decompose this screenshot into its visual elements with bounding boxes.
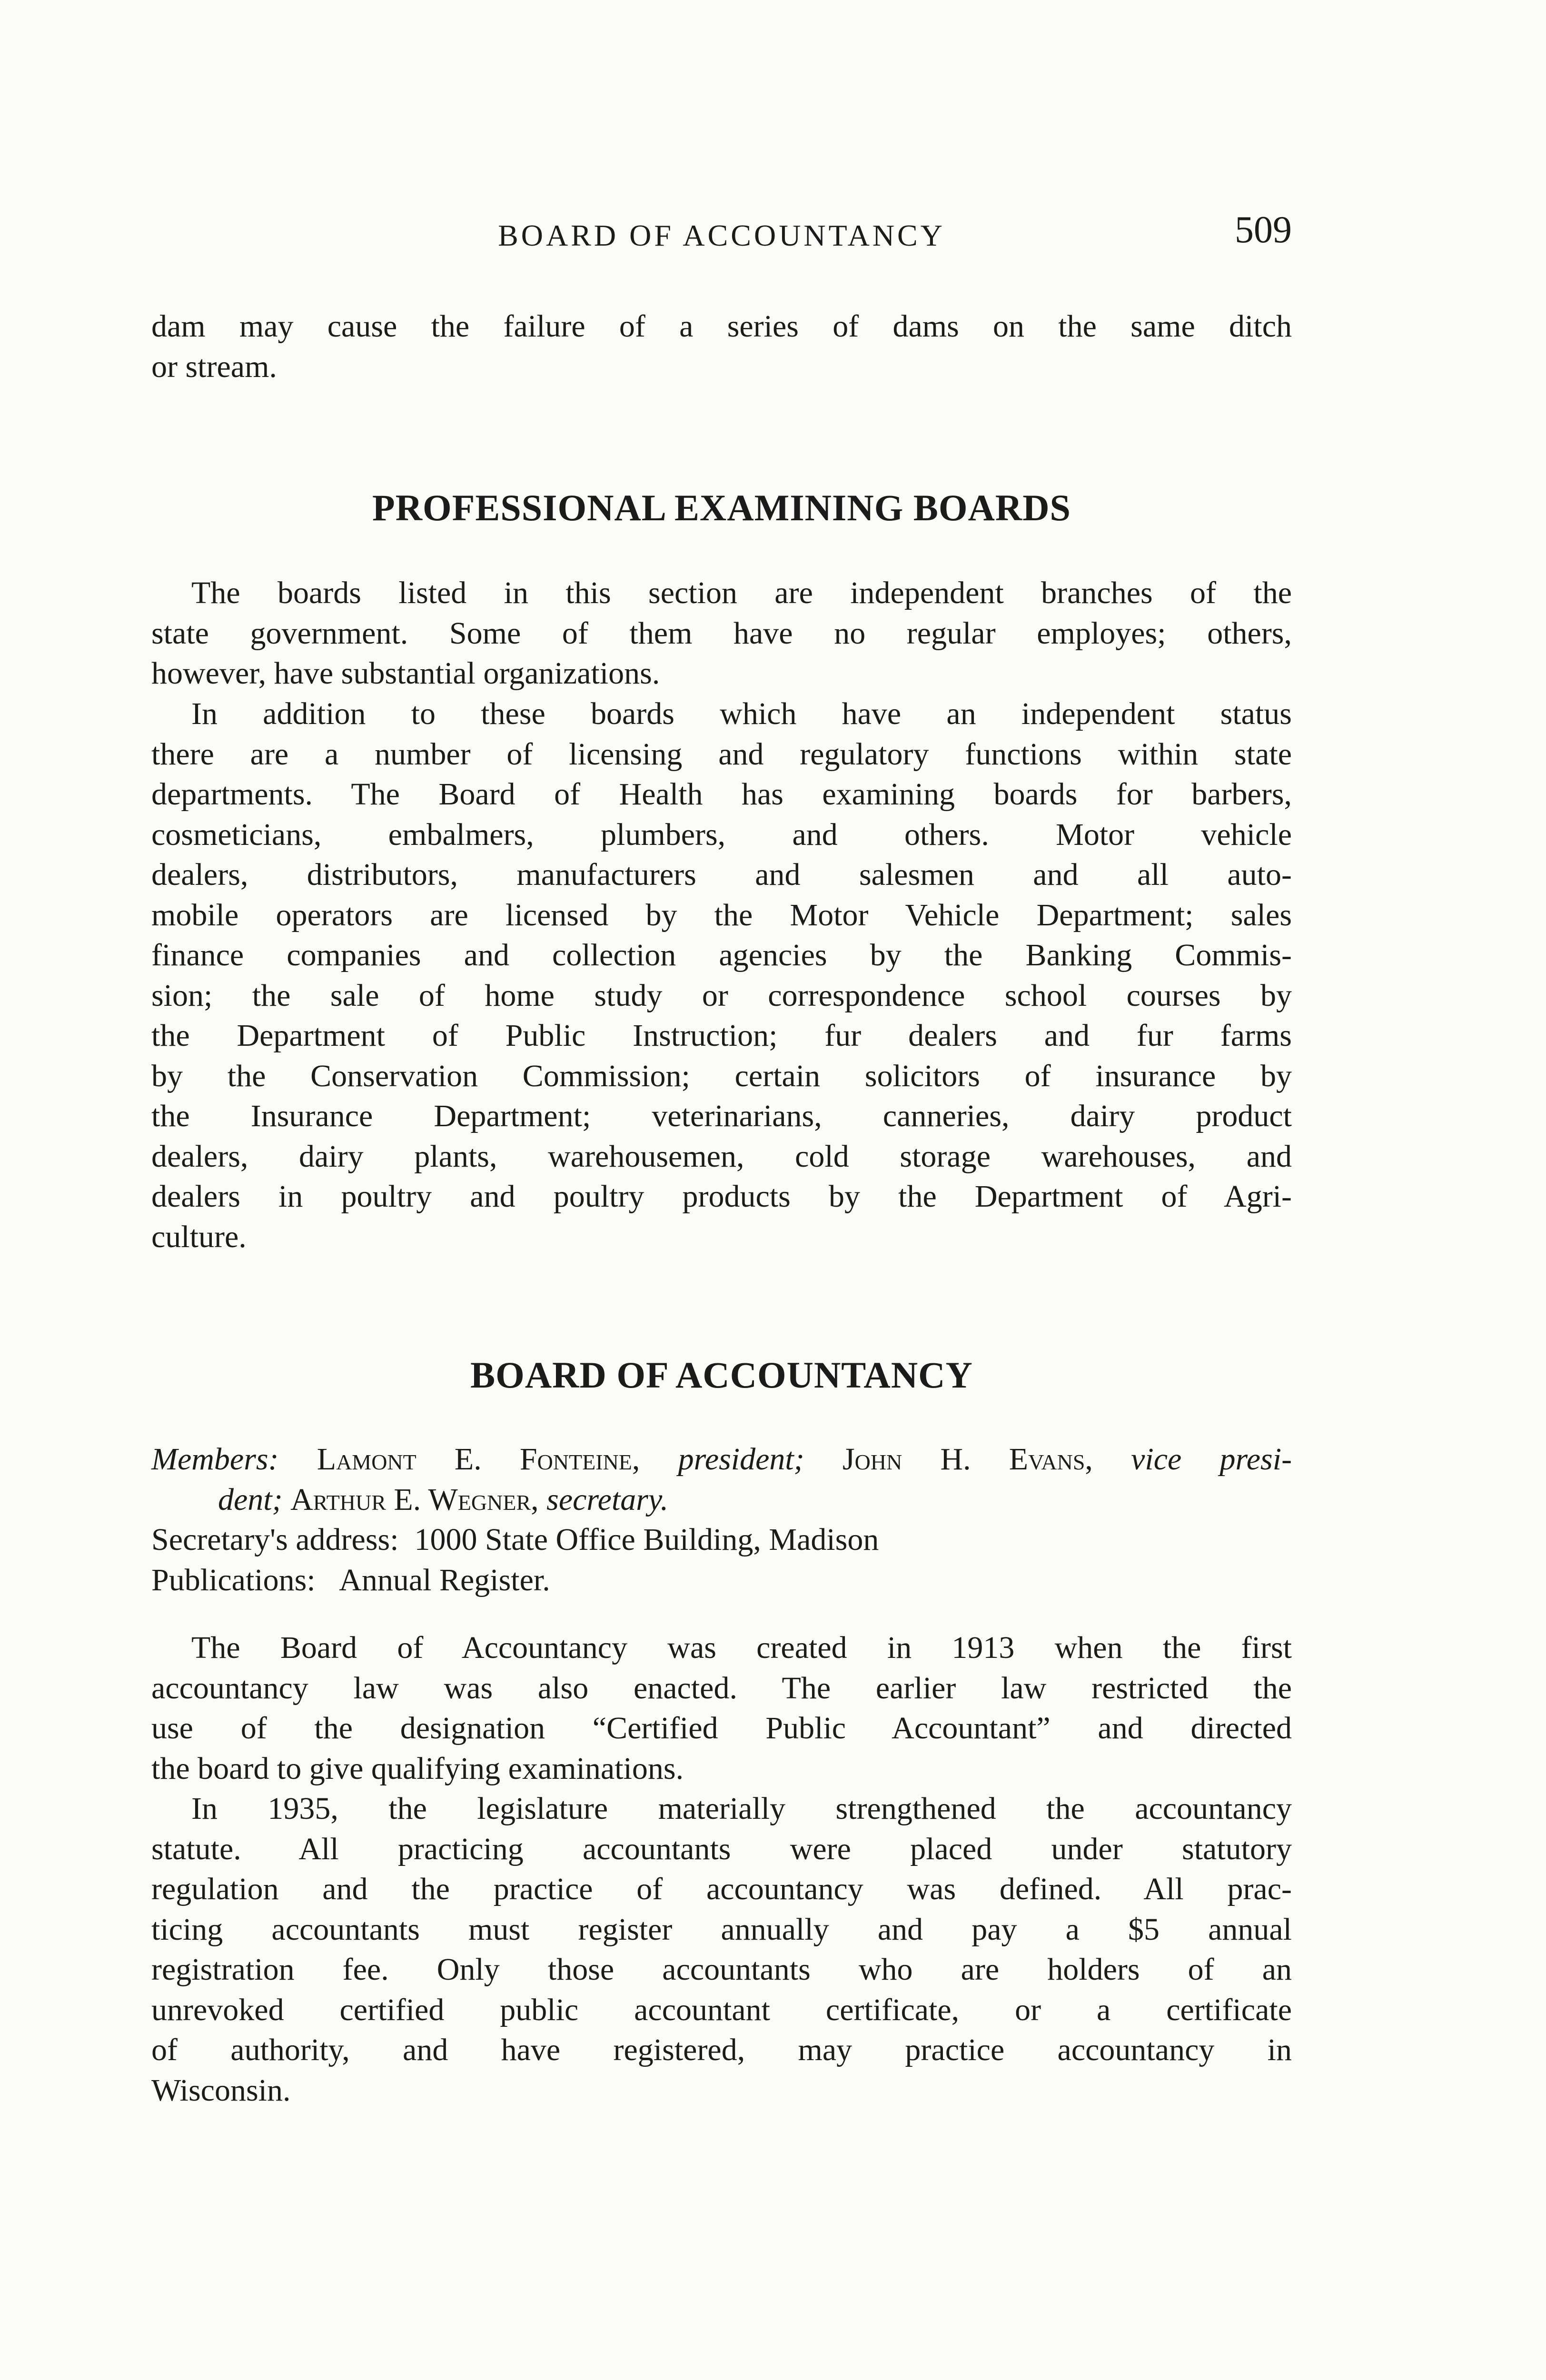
text-line: In addition to these boards which have an independent status: [191, 696, 1292, 731]
publications-value: Annual Register.: [339, 1562, 550, 1597]
text-line: departments. The Board of Health has examining boards for barbers,: [151, 777, 1292, 812]
professional-boards-paragraph-1: [151, 573, 1292, 694]
secretary-address-line: [151, 1520, 1292, 1560]
text-line: however, have substantial organizations.: [151, 656, 660, 691]
text-line: statute. All practicing accountants were placed under statutory: [151, 1831, 1292, 1866]
publications-line: [151, 1560, 1292, 1601]
text-line: dealers, distributors, manufacturers and salesmen and all auto-: [151, 857, 1292, 892]
section-heading-professional-boards: PROFESSIONAL EXAMINING BOARDS: [372, 487, 1071, 528]
text-line: dam may cause the failure of a series of dams on the same ditch: [151, 309, 1292, 344]
publications-label: Publications:: [151, 1562, 316, 1597]
text-line: unrevoked certified public accountant certificate, or a certificate: [151, 1992, 1292, 2027]
members-line-continued: [151, 1480, 1292, 1520]
member-name: Arthur E. Wegner,: [290, 1482, 539, 1517]
professional-boards-paragraph-2: [151, 694, 1292, 1257]
members-label: Members:: [151, 1442, 279, 1477]
text-line: cosmeticians, embalmers, plumbers, and others. Motor vehicle: [151, 817, 1292, 852]
text-line: accountancy law was also enacted. The earlier law restricted the: [151, 1670, 1292, 1706]
member-name: John H. Evans,: [842, 1442, 1093, 1477]
text-line: In 1935, the legislature materially strengthened the accountancy: [191, 1791, 1292, 1826]
text-line: state government. Some of them have no regular employes; others,: [151, 615, 1292, 651]
running-header: [151, 208, 1292, 256]
text-line: or stream.: [151, 349, 277, 384]
text-line: Wisconsin.: [151, 2073, 291, 2108]
text-line: culture.: [151, 1219, 247, 1254]
text-line: regulation and the practice of accountancy was defined. All prac-: [151, 1872, 1292, 1906]
text-line: dealers, dairy plants, warehousemen, cold storage warehouses, and: [151, 1139, 1292, 1174]
text-line: The boards listed in this section are independent branches of the: [191, 575, 1292, 610]
text-line: the board to give qualifying examinations.: [151, 1751, 684, 1786]
text-line: dealers in poultry and poultry products by the Department of Agri-: [151, 1179, 1292, 1214]
member-role: vice presi-: [1131, 1442, 1292, 1477]
text-line: ticing accountants must register annually and pay a $5 annual: [151, 1912, 1292, 1947]
member-name: Lamont E. Fonteine,: [317, 1442, 640, 1477]
accountancy-paragraph-1: [151, 1628, 1292, 1789]
running-title: BOARD OF ACCOUNTANCY: [498, 218, 945, 252]
accountancy-paragraph-2: [151, 1789, 1292, 2111]
member-role: secretary.: [546, 1482, 669, 1517]
text-line: mobile operators are licensed by the Motor Vehicle Department; sales: [151, 897, 1292, 932]
section-heading-board-of-accountancy: BOARD OF ACCOUNTANCY: [470, 1354, 973, 1396]
address-value: 1000 State Office Building, Madison: [414, 1522, 879, 1557]
text-line: of authority, and have registered, may practice accountancy in: [151, 2033, 1292, 2067]
board-members-info: [151, 1439, 1292, 1600]
member-role: dent;: [218, 1482, 283, 1517]
text-line: finance companies and collection agencies by the Banking Commis-: [151, 938, 1292, 972]
text-line: registration fee. Only those accountants who are holders of an: [151, 1952, 1292, 1987]
intro-paragraph: [151, 307, 1292, 387]
text-line: The Board of Accountancy was created in 1913 when the first: [191, 1630, 1292, 1665]
text-line: there are a number of licensing and regulatory functions within state: [151, 736, 1292, 772]
text-line: the Department of Public Instruction; fur dealers and fur farms: [151, 1018, 1292, 1053]
members-line: [151, 1439, 1292, 1480]
document-page: [151, 0, 1292, 2380]
address-label: Secretary's address:: [151, 1522, 399, 1557]
text-line: by the Conservation Commission; certain solicitors of insurance by: [151, 1058, 1292, 1093]
text-line: use of the designation “Certified Public Accountant” and directed: [151, 1711, 1292, 1745]
text-line: sion; the sale of home study or correspondence school courses by: [151, 978, 1292, 1013]
page-number: 509: [1235, 209, 1292, 251]
member-role: president;: [678, 1442, 804, 1477]
text-line: the Insurance Department; veterinarians, canneries, dairy product: [151, 1099, 1292, 1133]
